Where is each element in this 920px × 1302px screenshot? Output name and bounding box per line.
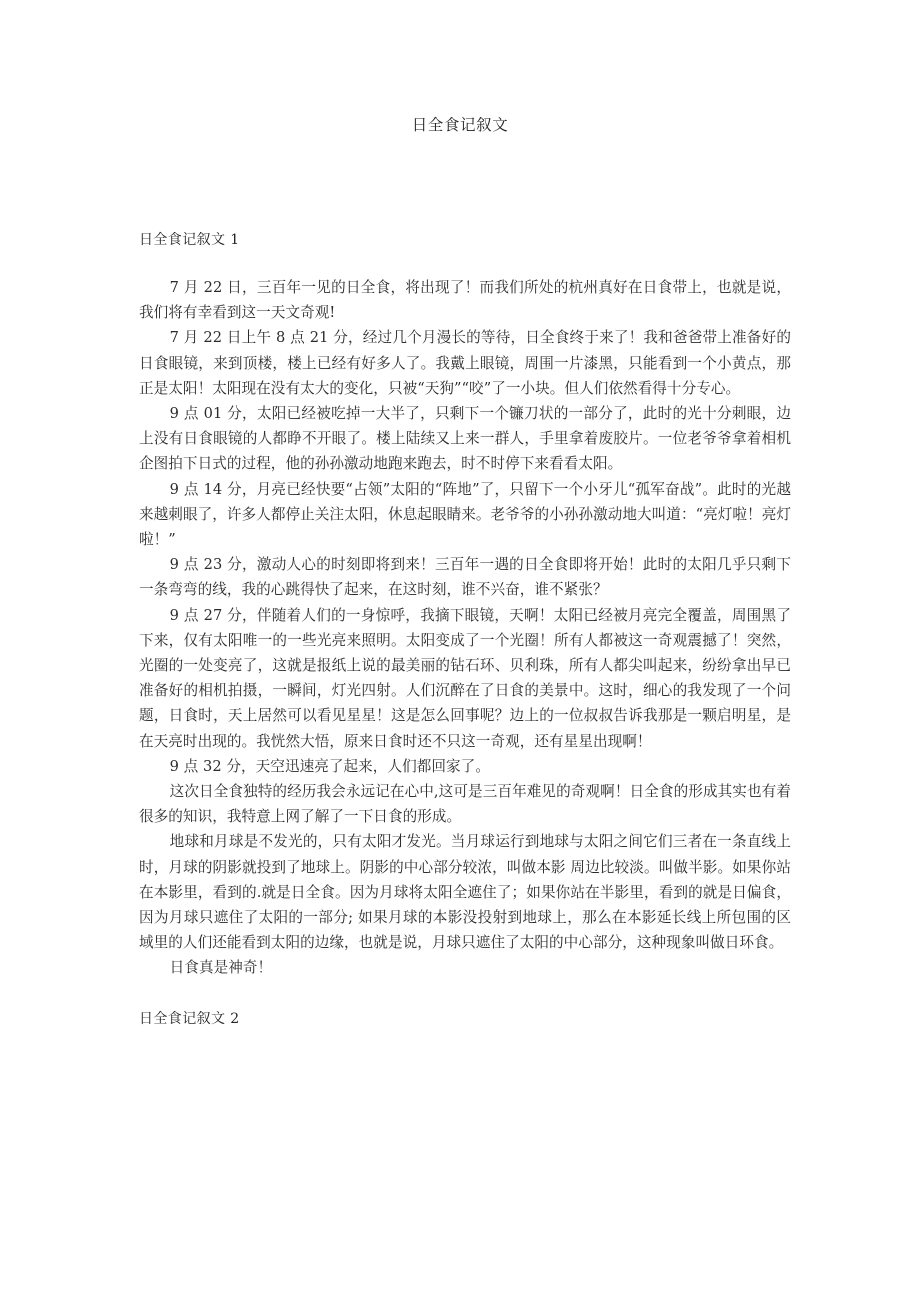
paragraph: 7 月 22 日上午 8 点 21 分，经过几个月漫长的等待，日全食终于来了！我和爸爸带上准备好的日食眼镜，来到顶楼，楼上已经有好多人了。我戴上眼镜，周围一片漆黑，只能看到一个小黄点，那正是太阳！太阳现在没有太大的变化，只被“天狗”“咬”了一小块。但人们依然看得十分专心。 bbox=[139, 329, 791, 397]
section-heading-2: 日全食记叙文 2 bbox=[139, 1010, 240, 1027]
paragraph: 地球和月球是不发光的，只有太阳才发光。当月球运行到地球与太阳之间它们三者在一条直线上时，月球的阴影就投到了地球上。阴影的中心部分较浓，叫做本影 周边比较淡。叫做半影。如果你站在本影里，看到的.就是日全食。因为月球将太阳全遮住了；如果你站在半影里，看到的就是日偏食，因为月球只遮住了太阳的一部分; 如果月球的本影没投射到地球上，那么在本影延长线上所包围的区域里的人们还能看到太阳的边缘，也就是说，月球只遮住了太阳的中心部分，这种现象叫做日环食。 bbox=[139, 833, 791, 952]
paragraph: 日食真是神奇！ bbox=[169, 959, 273, 977]
section-gap bbox=[139, 981, 791, 1007]
paragraph: 7 月 22 日，三百年一见的日全食，将出现了！而我们所处的杭州真好在日食带上，也就是说，我们将有幸看到这一天文奇观! bbox=[139, 279, 791, 322]
paragraph: 9 点 27 分，伴随着人们的一身惊呼，我摘下眼镜，天啊！太阳已经被月亮完全覆盖，周围黑了下来，仅有太阳唯一的一些光亮来照明。太阳变成了一个光圈！所有人都被这一奇观震撼了！突然，光圈的一处变亮了，这就是报纸上说的最美丽的钻石环、贝利珠，所有人都尖叫起来，纷纷拿出早已准备好的相机拍摄，一瞬间，灯光四射。人们沉醉在了日食的美景中。这时，细心的我发现了一个问题，日食时，天上居然可以看见星星！这是怎么回事呢？边上的一位叔叔告诉我那是一颗启明星，是在天亮时出现的。我恍然大悟，原来日食时还不只这一奇观，还有星星出现啊！ bbox=[139, 606, 791, 750]
section-heading-1: 日全食记叙文 1 bbox=[139, 232, 240, 248]
document-title: 日全食记叙文 bbox=[411, 116, 509, 134]
paragraph: 9 点 01 分，太阳已经被吃掉一大半了，只剩下一个镰刀状的一部分了，此时的光十分刺眼，边上没有日食眼镜的人都睁不开眼了。楼上陆续又上来一群人，手里拿着废胶片。一位老爷爷拿着相机企图拍下日式的过程，他的孙孙激动地跑来跑去，时不时停下来看看太阳。 bbox=[139, 405, 791, 473]
paragraph: 9 点 23 分，激动人心的时刻即将到来！三百年一遇的日全食即将开始！此时的太阳几乎只剩下一条弯弯的线，我的心跳得快了起来，在这时刻，谁不兴奋，谁不紧张？ bbox=[139, 556, 791, 599]
paragraph: 这次日全食独特的经历我会永远记在心中,这可是三百年难见的奇观啊！日全食的形成其实也有着很多的知识，我特意上网了解了一下日食的形成。 bbox=[139, 783, 791, 826]
document-body bbox=[139, 228, 791, 1032]
paragraph: 9 点 14 分，月亮已经快要“占领”太阳的“阵地”了，只留下一个小牙儿“孤军奋战”。此时的光越来越刺眼了，许多人都停止关注太阳，休息起眼睛来。老爷爷的小孙孙激动地大叫道：“亮灯啦！亮灯啦！” bbox=[139, 480, 791, 549]
paragraph: 9 点 32 分，天空迅速亮了起来，人们都回家了。 bbox=[169, 757, 490, 775]
